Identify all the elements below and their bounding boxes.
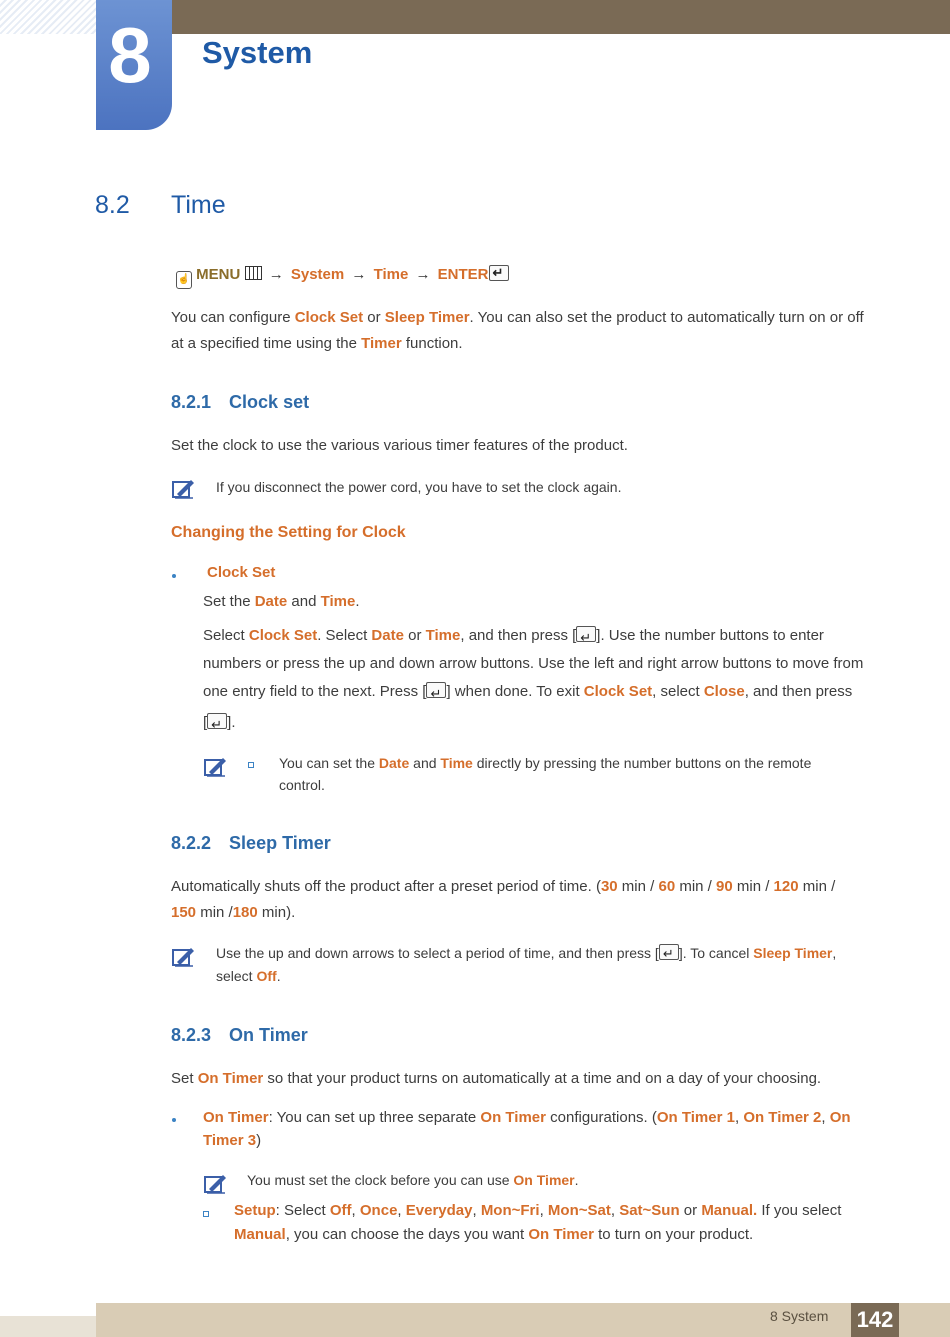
- clock-set-bullet-title: Clock Set: [207, 564, 276, 581]
- on-timer-bullet: On Timer: You can set up three separate On Timer configurations. (On Timer 1, On Timer 2, On Timer 3): [203, 1109, 851, 1149]
- enter-icon: [207, 713, 227, 729]
- intro-line-1: You can configure Clock Set or Sleep Timer. You can also set the product to automatically turn on or off: [171, 309, 864, 326]
- clock-set-line-4: one entry field to the next. Press [↵ ] when done. To exit Clock Set, select Close, and then press: [203, 678, 903, 706]
- menu-grid-icon: [245, 266, 262, 280]
- page-number-box: [851, 1303, 899, 1337]
- arrow-1: →: [268, 266, 284, 283]
- clock-note: If you disconnect the power cord, you have to set the clock again.: [216, 479, 622, 495]
- top-bar: [172, 0, 950, 34]
- clock-set-line-1: Set the Date and Time.: [203, 593, 360, 610]
- arrow-2: →: [351, 266, 367, 283]
- clock-set-line-3: numbers or press the up and down arrow buttons. Use the left and right arrow buttons to move from: [203, 655, 864, 672]
- clock-set-line-5: [↵ ].: [203, 709, 903, 737]
- bullet-dot: [172, 574, 176, 578]
- chapter-title: System: [202, 35, 313, 70]
- page-number: 142: [856, 1307, 894, 1332]
- clock-subheading: Changing the Setting for Clock: [171, 524, 406, 541]
- sleep-timer-heading: 8.2.2 Sleep Timer: [171, 833, 331, 853]
- bullet-dot: [172, 1118, 176, 1122]
- square-bullet: [248, 762, 254, 768]
- menu-system: System: [290, 266, 345, 283]
- clock-set-heading: 8.2.1 Clock set: [171, 392, 310, 412]
- square-bullet: [203, 1211, 209, 1217]
- sleep-desc: Automatically shuts off the product after a preset period of time. (30 min / 60 min / 90 min / 120 min / 150 min /180 min).: [171, 878, 836, 921]
- intro-paragraph: [171, 305, 891, 357]
- clock-set-desc: Set the clock to use the various various timer features of the product.: [171, 437, 628, 454]
- enter-icon: [489, 265, 509, 281]
- clock-note-2: You can set the Date and Time directly by pressing the number buttons on the remote control.: [279, 755, 812, 793]
- chapter-tab: [96, 0, 172, 130]
- section-title: Time: [171, 191, 226, 219]
- clock-set-line-2: Select Clock Set. Select Date or Time, and then press [↵ ]. Use the number buttons to enter: [203, 622, 903, 650]
- section-number: 8.2: [95, 191, 130, 219]
- hand-icon: ☝: [176, 271, 192, 289]
- menu-enter: ENTER: [437, 266, 489, 283]
- note-icon: [203, 756, 227, 778]
- on-timer-heading: 8.2.3 On Timer: [171, 1025, 308, 1045]
- note-icon: [171, 478, 195, 500]
- clock-set-body: [203, 622, 903, 737]
- footer-label: 8 System: [770, 1308, 829, 1324]
- enter-icon: [426, 682, 446, 698]
- intro-line-2: at a specified time using the Timer function.: [171, 335, 463, 352]
- menu-path: [176, 265, 509, 289]
- note-icon: [203, 1173, 227, 1195]
- footer-left-bar: [0, 1316, 96, 1337]
- chapter-number: 8: [108, 11, 152, 99]
- note-icon: [171, 946, 195, 968]
- menu-label: MENU: [196, 266, 241, 283]
- on-timer-setup: Setup: Select Off, Once, Everyday, Mon~Fri, Mon~Sat, Sat~Sun or Manual. If you select Manual, you can choose the days you want On Timer to turn on your product.: [234, 1202, 842, 1243]
- enter-icon: [576, 626, 596, 642]
- on-timer-note: You must set the clock before you can use On Timer.: [247, 1172, 579, 1188]
- menu-time: Time: [373, 266, 409, 283]
- top-hatch-pattern: [0, 0, 96, 34]
- enter-icon: [659, 944, 679, 960]
- arrow-3: →: [415, 266, 431, 283]
- on-timer-desc: Set On Timer so that your product turns on automatically at a time and on a day of your choosing.: [171, 1070, 822, 1087]
- sleep-note: Use the up and down arrows to select a period of time, and then press [↵ ]. To cancel Sleep Timer, select Off.: [216, 942, 896, 988]
